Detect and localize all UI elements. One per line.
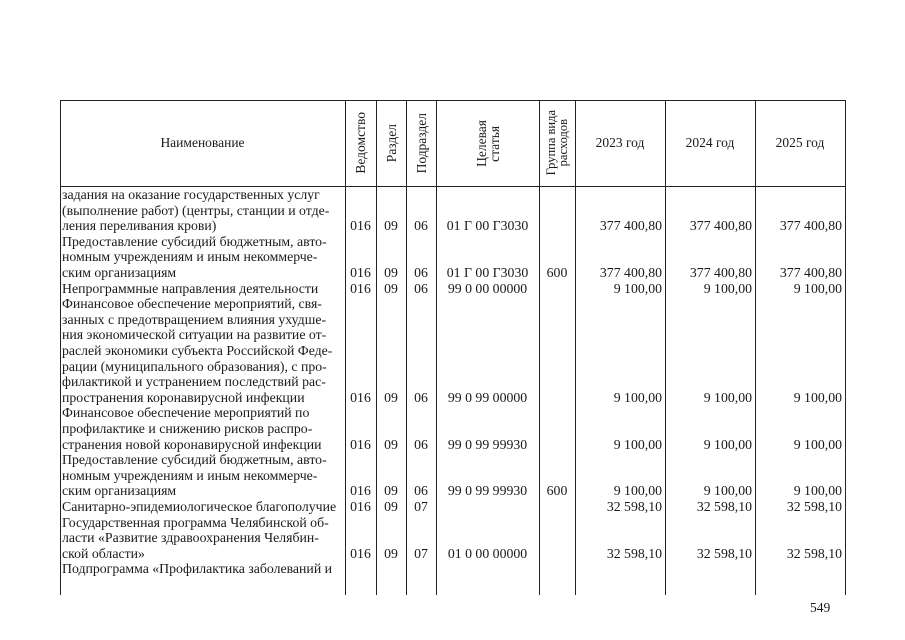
row-name	[62, 281, 344, 297]
row-expense-group: 600	[546, 264, 568, 280]
row-name-line: профилактике и снижению рисков распро-	[62, 420, 313, 436]
row-target-article: 99 0 99 99930	[447, 436, 528, 452]
row-value-2024: 9 100,00	[703, 436, 752, 452]
row-value-2023: 377 400,80	[599, 264, 662, 280]
row-department: 016	[350, 499, 371, 514]
row-subsection: 06	[414, 218, 428, 234]
row-name-line: ским организациям	[62, 264, 177, 280]
row-subsection: 06	[414, 483, 428, 499]
row-subsection: 06	[414, 389, 428, 405]
header-2025: 2025 год	[775, 135, 825, 150]
row-name	[62, 187, 344, 234]
row-target-article: 01 Г 00 Г3030	[446, 264, 529, 280]
row-name-line: филактикой и устранением последствий рас-	[62, 374, 326, 390]
row-target-article: 99 0 99 99930	[447, 483, 528, 499]
row-name-line: ния экономической ситуации на развитие от-	[62, 327, 327, 343]
row-value-2025: 9 100,00	[793, 280, 842, 296]
row-section: 09	[384, 436, 398, 452]
row-value-2023: 9 100,00	[613, 436, 662, 452]
row-value-2025: 9 100,00	[793, 483, 842, 499]
row-subsection: 06	[414, 436, 428, 452]
row-name-line: пространения коронавирусной инфекции	[62, 389, 305, 405]
row-name-line: номным учреждениям и иным некоммерче-	[62, 467, 318, 483]
page-number: 549	[810, 600, 831, 615]
header-target-article: Целевая статья	[473, 119, 502, 167]
row-target-article: 99 0 99 00000	[447, 389, 528, 405]
row-value-2025: 9 100,00	[793, 436, 842, 452]
header-section: Раздел	[383, 123, 399, 163]
row-target-article: 99 0 00 00000	[447, 280, 528, 296]
row-value-2023: 9 100,00	[613, 389, 662, 405]
row-name-line: раслей экономики субъекта Российской Феде-	[62, 342, 333, 358]
row-value-2023: 377 400,80	[599, 218, 662, 234]
row-name-line: Предоставление субсидий бюджетным, авто-	[62, 233, 327, 249]
row-name-line: Финансовое обеспечение мероприятий, свя-	[62, 296, 322, 312]
header-2024: 2024 год	[685, 135, 735, 150]
row-name	[62, 499, 344, 515]
row-value-2024: 9 100,00	[703, 483, 752, 499]
row-value-2023: 9 100,00	[613, 483, 662, 499]
row-value-2025: 32 598,10	[786, 499, 842, 514]
row-name	[62, 405, 344, 452]
row-value-2024: 9 100,00	[703, 280, 752, 296]
row-name-line: ским организациям	[62, 483, 177, 499]
row-name-line: Предоставление субсидий бюджетным, авто-	[62, 452, 327, 468]
row-name	[62, 296, 344, 405]
row-value-2024: 32 598,10	[696, 499, 752, 514]
row-department: 016	[350, 389, 371, 405]
row-name-line: рации (муниципального образования), с про-	[62, 358, 327, 374]
row-section: 09	[384, 389, 398, 405]
row-section: 09	[384, 264, 398, 280]
row-department: 016	[350, 264, 371, 280]
row-section: 09	[384, 280, 398, 296]
row-section: 09	[384, 483, 398, 499]
row-value-2025: 32 598,10	[786, 545, 842, 561]
row-name-line: ской области»	[62, 545, 145, 561]
row-name-line: странения новой коронавирусной инфекции	[62, 436, 322, 452]
row-name-line: Государственная программа Челябинской об-	[62, 514, 329, 530]
header-subsection: Подраздел	[413, 112, 429, 174]
row-name	[62, 515, 344, 562]
row-value-2023: 32 598,10	[606, 545, 662, 561]
row-section: 09	[384, 545, 398, 561]
header-2023: 2023 год	[595, 135, 645, 150]
row-value-2023: 32 598,10	[606, 499, 662, 514]
row-section: 09	[384, 218, 398, 234]
row-value-2024: 377 400,80	[689, 218, 752, 234]
row-department: 016	[350, 436, 371, 452]
row-subsection: 07	[414, 499, 428, 514]
row-section: 09	[384, 499, 398, 514]
row-name-line: Непрограммные направления деятельности	[62, 280, 319, 296]
row-name	[62, 234, 344, 281]
row-department: 016	[350, 483, 371, 499]
row-name	[62, 452, 344, 499]
row-name-line: ласти «Развитие здравоохранения Челябин-	[62, 530, 319, 546]
row-value-2025: 377 400,80	[779, 218, 842, 234]
row-name	[62, 561, 344, 577]
row-value-2025: 9 100,00	[793, 389, 842, 405]
row-value-2025: 377 400,80	[779, 264, 842, 280]
row-name-line: Подпрограмма «Профилактика заболеваний и	[62, 561, 333, 577]
row-department: 016	[350, 280, 371, 296]
row-department: 016	[350, 545, 371, 561]
row-subsection: 07	[414, 545, 428, 561]
header-name: Наименование	[160, 135, 245, 150]
col-border	[845, 100, 846, 595]
row-value-2023: 9 100,00	[613, 280, 662, 296]
row-subsection: 06	[414, 280, 428, 296]
row-target-article: 01 0 00 00000	[447, 545, 528, 561]
row-value-2024: 9 100,00	[703, 389, 752, 405]
row-value-2024: 377 400,80	[689, 264, 752, 280]
header-expense-group: Группа вида расходов	[544, 110, 570, 176]
row-name-line: Финансовое обеспечение мероприятий по	[62, 405, 310, 421]
row-subsection: 06	[414, 264, 428, 280]
header-department: Ведомство	[353, 112, 368, 174]
row-name-line: Санитарно-эпидемиологическое благополучие	[62, 499, 337, 514]
row-name-line: ления переливания крови)	[62, 218, 217, 234]
row-name-line: занных с предотвращением влияния ухудше-	[62, 311, 327, 327]
row-department: 016	[350, 218, 371, 234]
row-name-line: номным учреждениям и иным некоммерче-	[62, 249, 318, 265]
row-name-line: (выполнение работ) (центры, станции и отде-	[62, 202, 330, 218]
row-value-2024: 32 598,10	[696, 545, 752, 561]
row-name-line: задания на оказание государственных услуг	[62, 187, 320, 202]
row-target-article: 01 Г 00 Г3030	[446, 218, 529, 234]
row-expense-group: 600	[546, 483, 568, 499]
